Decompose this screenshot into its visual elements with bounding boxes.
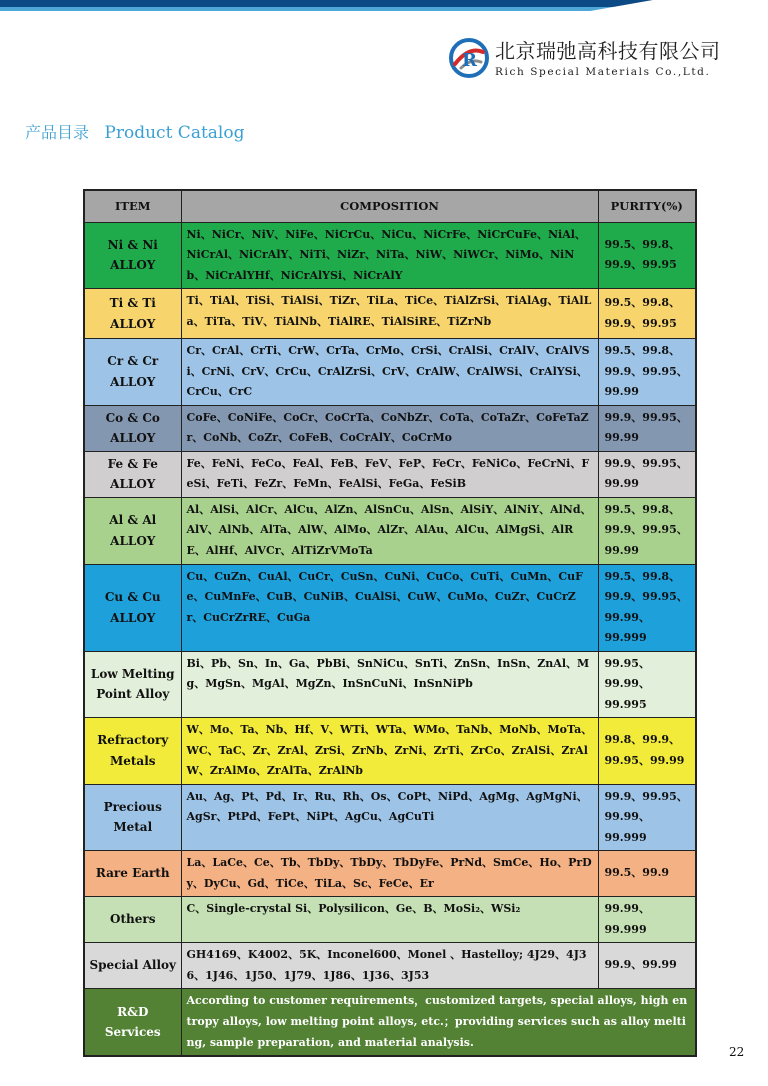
item-label: Others [110, 912, 156, 927]
item-cell [84, 897, 181, 943]
item-label: Cu & Cu [104, 590, 161, 604]
purity-cell: 99.5、99.8、99.9、99.95、99.99、99.999 [598, 564, 696, 651]
composition-cell: La、LaCe、Ce、Tb、TbDy、TbDy、TbDyFe、PrNd、SmCe、Ho、PrDy、DyCu、Gd、TiCe、TiLa、Sc、FeCe、Er [181, 851, 598, 897]
item-label: Point Alloy [96, 687, 170, 702]
item-label: Low Melting [90, 666, 175, 681]
table-row [84, 851, 696, 897]
composition-cell: Ni、NiCr、NiV、NiFe、NiCrCu、NiCu、NiCrFe、NiCrCuFe、NiAl、NiCrAl、NiCrAlY、NiTi、NiZr、NiTa、NiW、NiWCr、NiMo、NiNb、NiCrAlYHf、NiCrAlYSi、NiCrAlY [181, 222, 598, 289]
table-header-row [84, 190, 696, 222]
table-row [84, 564, 696, 651]
company-name-en: Rich Special Materials Co.,Ltd. [495, 66, 711, 78]
company-logo-icon [449, 38, 489, 78]
composition-cell: According to customer requirements，customized targets, special alloys, high entropy alloys, low melting point alloys, etc.；providing services such as alloy melting, sample preparation, and material analysis. [181, 989, 696, 1057]
product-catalog-table [83, 189, 697, 1057]
table-row [84, 405, 696, 451]
item-label: Fe & Fe [107, 456, 158, 471]
purity-cell: 99.5、99.8、99.9、99.95 [598, 289, 696, 339]
composition-cell: CoFe、CoNiFe、CoCr、CoCrTa、CoNbZr、CoTa、CoTaZr、CoFeTaZr、CoNb、CoZr、CoFeB、CoCrAlY、CoCrMo [181, 405, 598, 451]
catalog-title [25, 120, 244, 143]
item-label: ALLOY [110, 374, 156, 389]
catalog-title-cn: 产品目录 [25, 123, 90, 142]
purity-cell: 99.8、99.9、99.95、99.99 [598, 718, 696, 785]
table-row [84, 339, 696, 406]
item-label: ALLOY [110, 431, 156, 445]
purity-cell: 99.5、99.8、99.9、99.95 [598, 222, 696, 289]
item-label: Metal [113, 820, 153, 835]
company-name-cn: 北京瑞弛高科技有限公司 [495, 39, 721, 63]
composition-cell: W、Mo、Ta、Nb、Hf、V、WTi、WTa、WMo、TaNb、MoNb、MoTa、WC、TaC、Zr、ZrAl、ZrSi、ZrNb、ZrNi、ZrTi、ZrCo、ZrAlSi、ZrAlW、ZrAlMo、ZrAlTa、ZrAlNb [181, 718, 598, 785]
item-label: Services [104, 1025, 161, 1039]
item-label: Al & Al [109, 513, 157, 527]
table-row [84, 897, 696, 943]
purity-cell: 99.5、99.8、99.9、99.95、99.99 [598, 339, 696, 406]
top-decorative-band [0, 0, 768, 12]
table-row [84, 943, 696, 989]
item-cell [84, 497, 181, 564]
table-row [84, 718, 696, 785]
composition-cell: Fe、FeNi、FeCo、FeAl、FeB、FeV、FeP、FeCr、FeNiCo、FeCrNi、FeSi、FeTi、FeZr、FeMn、FeAlSi、FeGa、FeSiB [181, 451, 598, 497]
composition-cell: Au、Ag、Pt、Pd、Ir、Ru、Rh、Os、CoPt、NiPd、AgMg、AgMgNi、AgSr、PtPd、FePt、NiPt、AgCu、AgCuTi [181, 784, 598, 851]
item-cell [84, 451, 181, 497]
table-row [84, 451, 696, 497]
page-number: 22 [729, 1045, 745, 1059]
purity-cell: 99.5、99.9 [598, 851, 696, 897]
table-body [84, 222, 696, 1056]
company-brand [449, 38, 721, 78]
composition-cell: Cr、CrAl、CrTi、CrW、CrTa、CrMo、CrSi、CrAlSi、CrAlV、CrAlVSi、CrNi、CrV、CrCu、CrAlZrSi、CrV、CrAlW、CrAlWSi、CrAlYSi、CrCu、CrC [181, 339, 598, 406]
purity-cell: 99.9、99.99 [598, 943, 696, 989]
item-label: Special Alloy [89, 958, 176, 973]
item-cell [84, 339, 181, 406]
table-row [84, 784, 696, 851]
item-label: Precious [103, 799, 162, 814]
item-label: ALLOY [110, 316, 156, 331]
purity-cell: 99.9、99.95、99.99 [598, 405, 696, 451]
item-cell [84, 564, 181, 651]
item-label: Cr & Cr [107, 354, 159, 369]
item-cell [84, 718, 181, 785]
item-cell [84, 784, 181, 851]
item-label: ALLOY [110, 477, 156, 491]
catalog-title-en: Product Catalog [104, 123, 245, 143]
item-cell [84, 289, 181, 339]
purity-cell: 99.99、99.999 [598, 897, 696, 943]
header-composition: COMPOSITION [181, 190, 598, 222]
composition-cell: Bi、Pb、Sn、In、Ga、PbBi、SnNiCu、SnTi、ZnSn、InSn、ZnAl、Mg、MgSn、MgAl、MgZn、InSnCuNi、InSnNiPb [181, 651, 598, 718]
purity-cell: 99.5、99.8、99.9、99.95、99.99 [598, 497, 696, 564]
table-row [84, 289, 696, 339]
svg-text:R: R [462, 50, 477, 71]
item-cell [84, 989, 181, 1057]
purity-cell: 99.9、99.95、99.99 [598, 451, 696, 497]
item-label: Ni & Ni [107, 237, 158, 252]
purity-cell: 99.9、99.95、99.99、99.999 [598, 784, 696, 851]
item-label: Metals [109, 753, 156, 768]
item-cell [84, 222, 181, 289]
table-row [84, 222, 696, 289]
purity-cell: 99.95、99.99、99.995 [598, 651, 696, 718]
item-label: Ti & Ti [109, 296, 156, 310]
item-label: Rare Earth [95, 866, 170, 881]
item-label: R&D [117, 1004, 149, 1019]
composition-cell: GH4169、K4002、5K、Inconel600、Monel 、Hastelloy; 4J29、4J36、1J46、1J50、1J79、1J86、1J36、3J53 [181, 943, 598, 989]
composition-cell: Cu、CuZn、CuAl、CuCr、CuSn、CuNi、CuCo、CuTi、CuMn、CuFe、CuMnFe、CuB、CuNiB、CuAlSi、CuW、CuMo、CuZr、CuCrZr、CuCrZrRE、CuGa [181, 564, 598, 651]
table-row [84, 651, 696, 718]
header-item: ITEM [84, 190, 181, 222]
item-cell [84, 651, 181, 718]
table-row [84, 497, 696, 564]
composition-cell: Ti、TiAl、TiSi、TiAlSi、TiZr、TiLa、TiCe、TiAlZrSi、TiAlAg、TiAlLa、TiTa、TiV、TiAlNb、TiAlRE、TiAlSiRE、TiZrNb [181, 289, 598, 339]
composition-cell: C、Single-crystal Si、Polysilicon、Ge、B、MoSi₂、WSi₂ [181, 897, 598, 943]
table-row [84, 989, 696, 1057]
item-cell [84, 851, 181, 897]
composition-cell: Al、AlSi、AlCr、AlCu、AlZn、AlSnCu、AlSn、AlSiY、AlNiY、AlNd、AlV、AlNb、AlTa、AlW、AlMo、AlZr、AlAu、AlCu、AlMgSi、AlRE、AlHf、AlVCr、AlTiZrVMoTa [181, 497, 598, 564]
item-label: Refractory [97, 733, 169, 748]
header-purity: PURITY(%) [598, 190, 696, 222]
item-cell [84, 943, 181, 989]
item-label: ALLOY [110, 258, 156, 273]
item-label: ALLOY [110, 533, 156, 548]
item-cell [84, 405, 181, 451]
item-label: Co & Co [105, 410, 160, 425]
top-band-diagonal-cut [528, 0, 768, 12]
item-label: ALLOY [110, 610, 156, 625]
